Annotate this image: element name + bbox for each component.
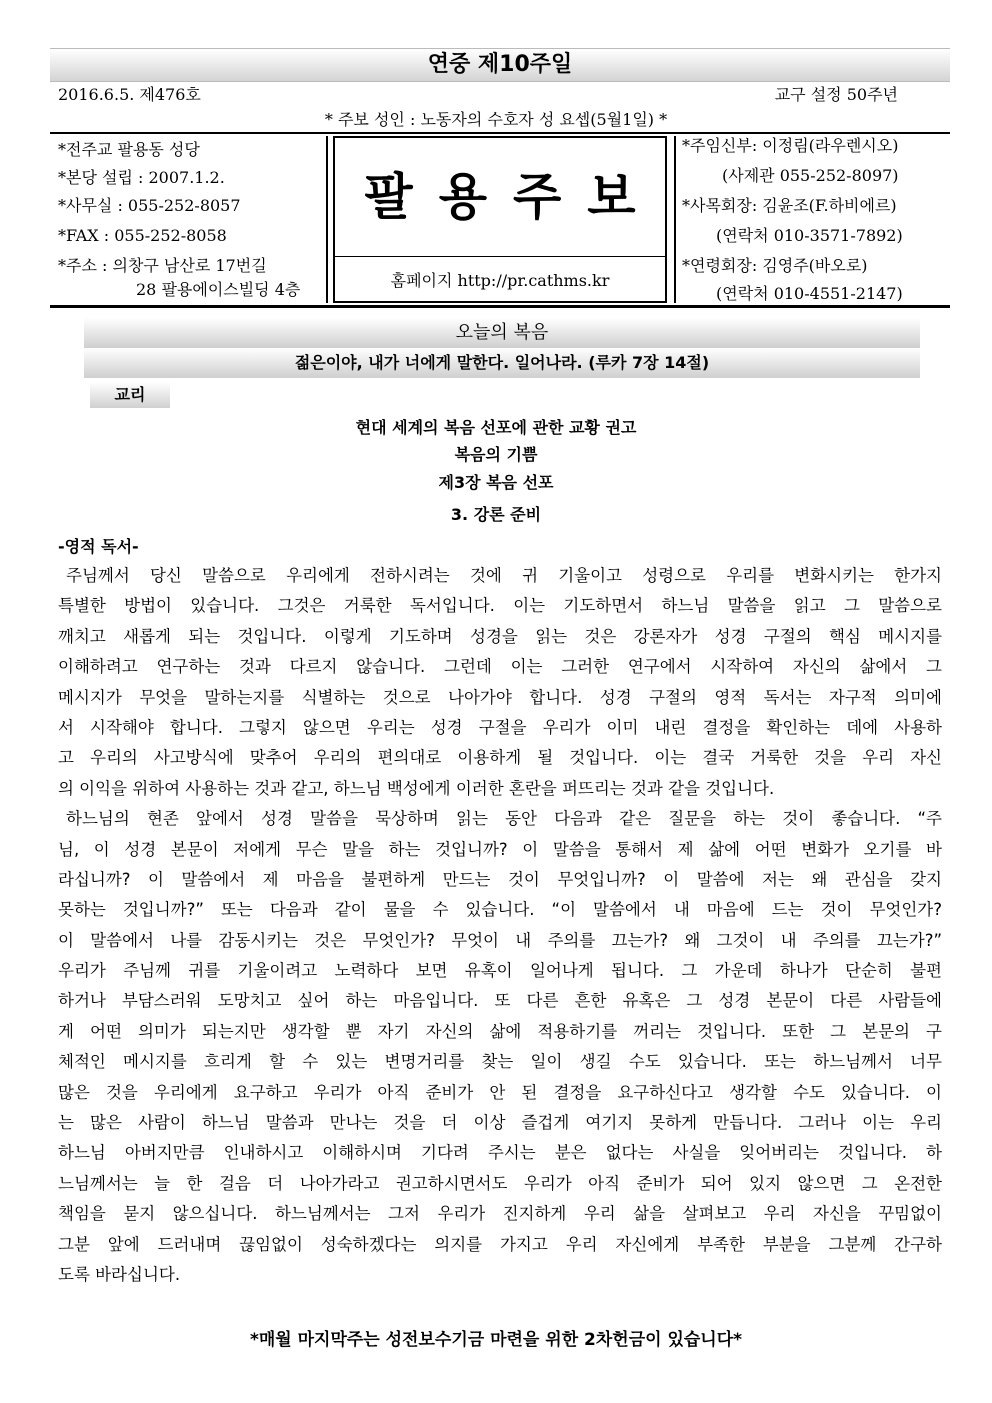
- body-line: 주님께서 당신 말씀으로 우리에게 전하시려는 것에 귀 기울이고 성령으로 우리를 변화시키는 한가지: [66, 566, 942, 585]
- parish-info: [50, 136, 326, 303]
- body-line: 도록 바라십니다.: [58, 1264, 181, 1284]
- issue-date: 2016.6.5. 제476호: [58, 85, 201, 104]
- homepage-link[interactable]: 홈페이지 http://pr.cathms.kr: [390, 271, 610, 290]
- parish-founded: *본당 설립 : 2007.1.2.: [58, 168, 225, 187]
- body-line: 의 이익을 위하여 사용하는 것과 같고, 하느님 백성에게 이러한 혼란을 퍼뜨리는 것과 같을 것입니다.: [58, 778, 775, 798]
- bulletin-title: 연중 제10주일: [50, 48, 950, 82]
- masthead: [333, 136, 667, 303]
- funeral-committee-head: *연령회장: 김영주(바오로): [682, 256, 868, 275]
- body-line: 하거나 부담스러워 도망치고 싶어 하는 마음입니다. 또 다른 흔한 유혹은 그 성경 본문이 다른 사람들에: [58, 991, 942, 1011]
- body-line: 이해하려고 연구하는 것과 다르지 않습니다. 그런데 이는 그러한 연구에서 시작하여 자신의 삶에서 그: [58, 657, 942, 677]
- council-contact: (연락처 010-3571-7892): [716, 226, 903, 245]
- body-line: 책임을 묻지 않으십니다. 하느님께서는 그저 우리가 진지하게 우리 삶을 살펴보고 우리 자신을 꾸밈없이: [58, 1204, 942, 1224]
- doctrine-body: [58, 561, 942, 1290]
- body-line: 님, 이 성경 본문이 저에게 무슨 말을 하는 것입니까? 이 말씀을 통해서 제 삶에 어떤 변화가 오기를 바: [58, 839, 942, 859]
- body-line: 서 시작해야 합니다. 그렇지 않으면 우리는 성경 구절을 우리가 이미 내린 결정을 확인하는 데에 사용하: [58, 717, 942, 737]
- body-line: 하느님 아버지만큼 인내하시고 이해하시며 기다려 주시는 분은 없다는 사실을 잊어버리는 것입니다. 하: [58, 1143, 942, 1163]
- doctrine-heading-4: 3. 강론 준비: [450, 505, 542, 524]
- gospel-verse: 젊은이야, 내가 너에게 말한다. 일어나라. (루카 7장 14절): [84, 348, 920, 378]
- body-line: 특별한 방법이 있습니다. 그것은 거룩한 독서입니다. 이는 기도하면서 하느님 말씀을 읽고 그 말씀으로: [58, 596, 942, 616]
- masthead-divider: [335, 256, 665, 257]
- doctrine-tab: 교리: [90, 382, 170, 408]
- column-divider: [326, 136, 328, 303]
- patron-saint: * 주보 성인 : 노동자의 수호자 성 요셉(5월1일) *: [324, 110, 668, 129]
- address-line-2: 28 팔용에이스빌딩 4층: [136, 280, 301, 299]
- footer-note: *매월 마지막주는 성전보수기금 마련을 위한 2차헌금이 있습니다*: [249, 1330, 743, 1350]
- body-line: 라십니까? 이 말씀에서 제 마음을 불편하게 만드는 것이 무엇입니까? 이 말씀에 저는 왜 관심을 갖지: [58, 869, 942, 889]
- body-line: 게 어떤 의미가 되는지만 생각할 뿐 자기 자신의 삶에 적용하기를 꺼리는 것입니다. 또한 그 본문의 구: [58, 1021, 942, 1041]
- rectory-phone: (사제관 055-252-8097): [722, 166, 899, 185]
- gospel-label: 오늘의 복음: [84, 318, 920, 348]
- parish-name: *전주교 팔용동 성당: [58, 140, 200, 159]
- body-line: 는 많은 사람이 하느님 말씀과 만나는 것을 더 이상 즐겁게 여기지 못하게 만듭니다. 그러나 이는 우리: [58, 1113, 942, 1133]
- funeral-committee-contact: (연락처 010-4551-2147): [716, 284, 903, 303]
- pastor: *주임신부: 이정림(라우렌시오): [682, 136, 899, 155]
- body-line: 우리가 주님께 귀를 기울이려고 노력하다 보면 유혹이 일어나게 됩니다. 그 가운데 하나가 단순히 불편: [58, 961, 942, 981]
- office-phone: *사무실 : 055-252-8057: [58, 196, 241, 215]
- doctrine-heading-1: 현대 세계의 복음 선포에 관한 교황 권고: [355, 418, 637, 437]
- council-president: *사목회장: 김윤조(F.하비에르): [682, 196, 897, 215]
- body-line: 하느님의 현존 앞에서 성경 말씀을 묵상하며 읽는 동안 다음과 같은 질문을 하는 것이 좋습니다. “주: [66, 809, 942, 829]
- body-line: 고 우리의 사고방식에 맞추어 우리의 편의대로 이용하게 될 것입니다. 이는 결국 거룩한 것을 우리 자신: [58, 748, 942, 768]
- fax-number: *FAX : 055-252-8058: [58, 226, 227, 245]
- body-line: 체적인 메시지를 흐리게 할 수 있는 변명거리를 찾는 일이 생길 수도 있습니다. 또는 하느님께서 너무: [58, 1052, 942, 1072]
- staff-info: [674, 136, 950, 303]
- doctrine-heading-2: 복음의 기쁨: [454, 445, 538, 464]
- doctrine-heading-3: 제3장 복음 선포: [438, 473, 554, 492]
- info-bottom-divider: [50, 305, 950, 308]
- body-line: 못하는 것입니까?” 또는 다음과 같이 물을 수 있습니다. “이 말씀에서 내 마음에 드는 것이 무엇인가?: [58, 900, 942, 920]
- body-line: 느님께서는 늘 한 걸음 더 나아가라고 권고하시면서도 우리가 아직 준비가 되어 있지 않으면 그 온전한: [58, 1173, 942, 1193]
- masthead-title: 팔용주보: [364, 167, 662, 226]
- diocese-anniversary: 교구 설정 50주년: [774, 85, 898, 104]
- body-line: 깨치고 새롭게 되는 것입니다. 이렇게 기도하며 성경을 읽는 것은 강론자가 성경 구절의 핵심 메시지를: [58, 626, 942, 646]
- body-line: 메시지가 무엇을 말하는지를 식별하는 것으로 나아가야 합니다. 성경 구절의 영적 독서는 자구적 의미에: [58, 687, 942, 707]
- body-line: 이 말씀에서 나를 감동시키는 것은 무엇인가? 무엇이 내 주의를 끄는가? 왜 그것이 내 주의를 끄는가?”: [58, 930, 942, 950]
- address-line-1: *주소 : 의창구 남산로 17번길: [58, 256, 267, 275]
- issue-row: [58, 83, 898, 107]
- body-line: 그분 앞에 드러내며 끊임없이 성숙하겠다는 의지를 가지고 우리 자신에게 부족한 부분을 그분께 간구하: [58, 1234, 942, 1254]
- section-label: -영적 독서-: [58, 537, 139, 556]
- body-line: 많은 것을 우리에게 요구하고 우리가 아직 준비가 안 된 결정을 요구하신다고 생각할 수도 있습니다. 이: [58, 1082, 942, 1102]
